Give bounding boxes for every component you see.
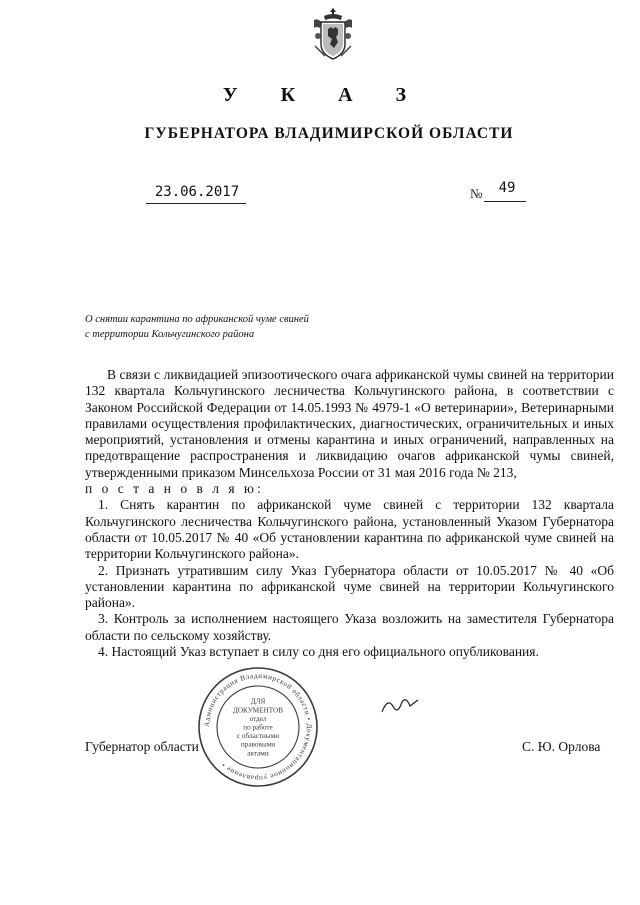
number-label: № [470, 186, 483, 201]
decree-subject [85, 312, 309, 342]
subject-line: с территории Кольчугинского района [85, 329, 255, 340]
stamp-center-line: по работе [243, 723, 273, 732]
date-underline [146, 203, 246, 204]
issuer-heading: ГУБЕРНАТОРА ВЛАДИМИРСКОЙ ОБЛАСТИ [144, 125, 514, 142]
decree-word: п о с т а н о в л я ю: [85, 481, 264, 497]
stamp-center-line: с областными [236, 732, 280, 741]
decree-item: 2. Признать утратившим силу Указ Губернатора области от 10.05.2017 № 40 «Об установлении карантина по африканской чуме свиней на территории Кольчугинского района». [85, 562, 614, 611]
decree-item: 3. Контроль за исполнением настоящего Указа возложить на заместителя Губернатора области по сельскому хозяйству. [85, 611, 614, 643]
stamp-center-line: актами [247, 749, 269, 758]
stamp-center-line: ДОКУМЕНТОВ [232, 706, 284, 715]
stamp-ring-text: Администрация Владимирской области • Документационное управление • [202, 671, 314, 783]
decree-item: 4. Настоящий Указ вступает в силу со дня его официального опубликования. [98, 644, 539, 660]
decree-item: 1. Снять карантин по африканской чуме свиней с территории 132 квартала Кольчугинского лесничества Кольчугинского района, установленный Указом Губернатора области от 10.05.2017 № 40 «Об установлении карантина по африканской чуме свиней на территории Кольчугинского района». [85, 497, 614, 562]
stamp-center-line: ДЛЯ [250, 697, 266, 706]
preamble-paragraph: В связи с ликвидацией эпизоотического очага африканской чумы свиней на территории 132 квартала Кольчугинского лесничества Кольчугинского района, в соответствии с Законом Российской Федерации от 14.05.1993 № 4979-1 «О ветеринарии», Ветеринарными правилами осуществления профилактических, диагностических, ограничительных и иных мероприятий, установления и отмены карантина и иных ограничений, направленных на предотвращение распространения и ликвидацию очагов африканской чумы свиней, утвержденными приказом Минсельхоза России от 31 мая 2016 года № 213, [85, 367, 614, 480]
stamp-center-line: правовыми [240, 740, 276, 749]
signatory-name: С. Ю. Орлова [522, 739, 601, 754]
decree-body [85, 367, 614, 660]
coat-of-arms-icon [310, 6, 356, 62]
official-stamp [196, 665, 320, 789]
decree-number: 49 [498, 180, 516, 196]
subject-line: О снятии карантина по африканской чуме свиней [85, 314, 309, 325]
document-type-heading: У К А З [222, 84, 426, 106]
number-underline [484, 201, 526, 202]
stamp-center-line: отдел [249, 714, 267, 723]
handwritten-signature [380, 694, 420, 716]
decree-date: 23.06.2017 [154, 184, 240, 200]
signatory-role: Губернатор области [85, 739, 199, 754]
